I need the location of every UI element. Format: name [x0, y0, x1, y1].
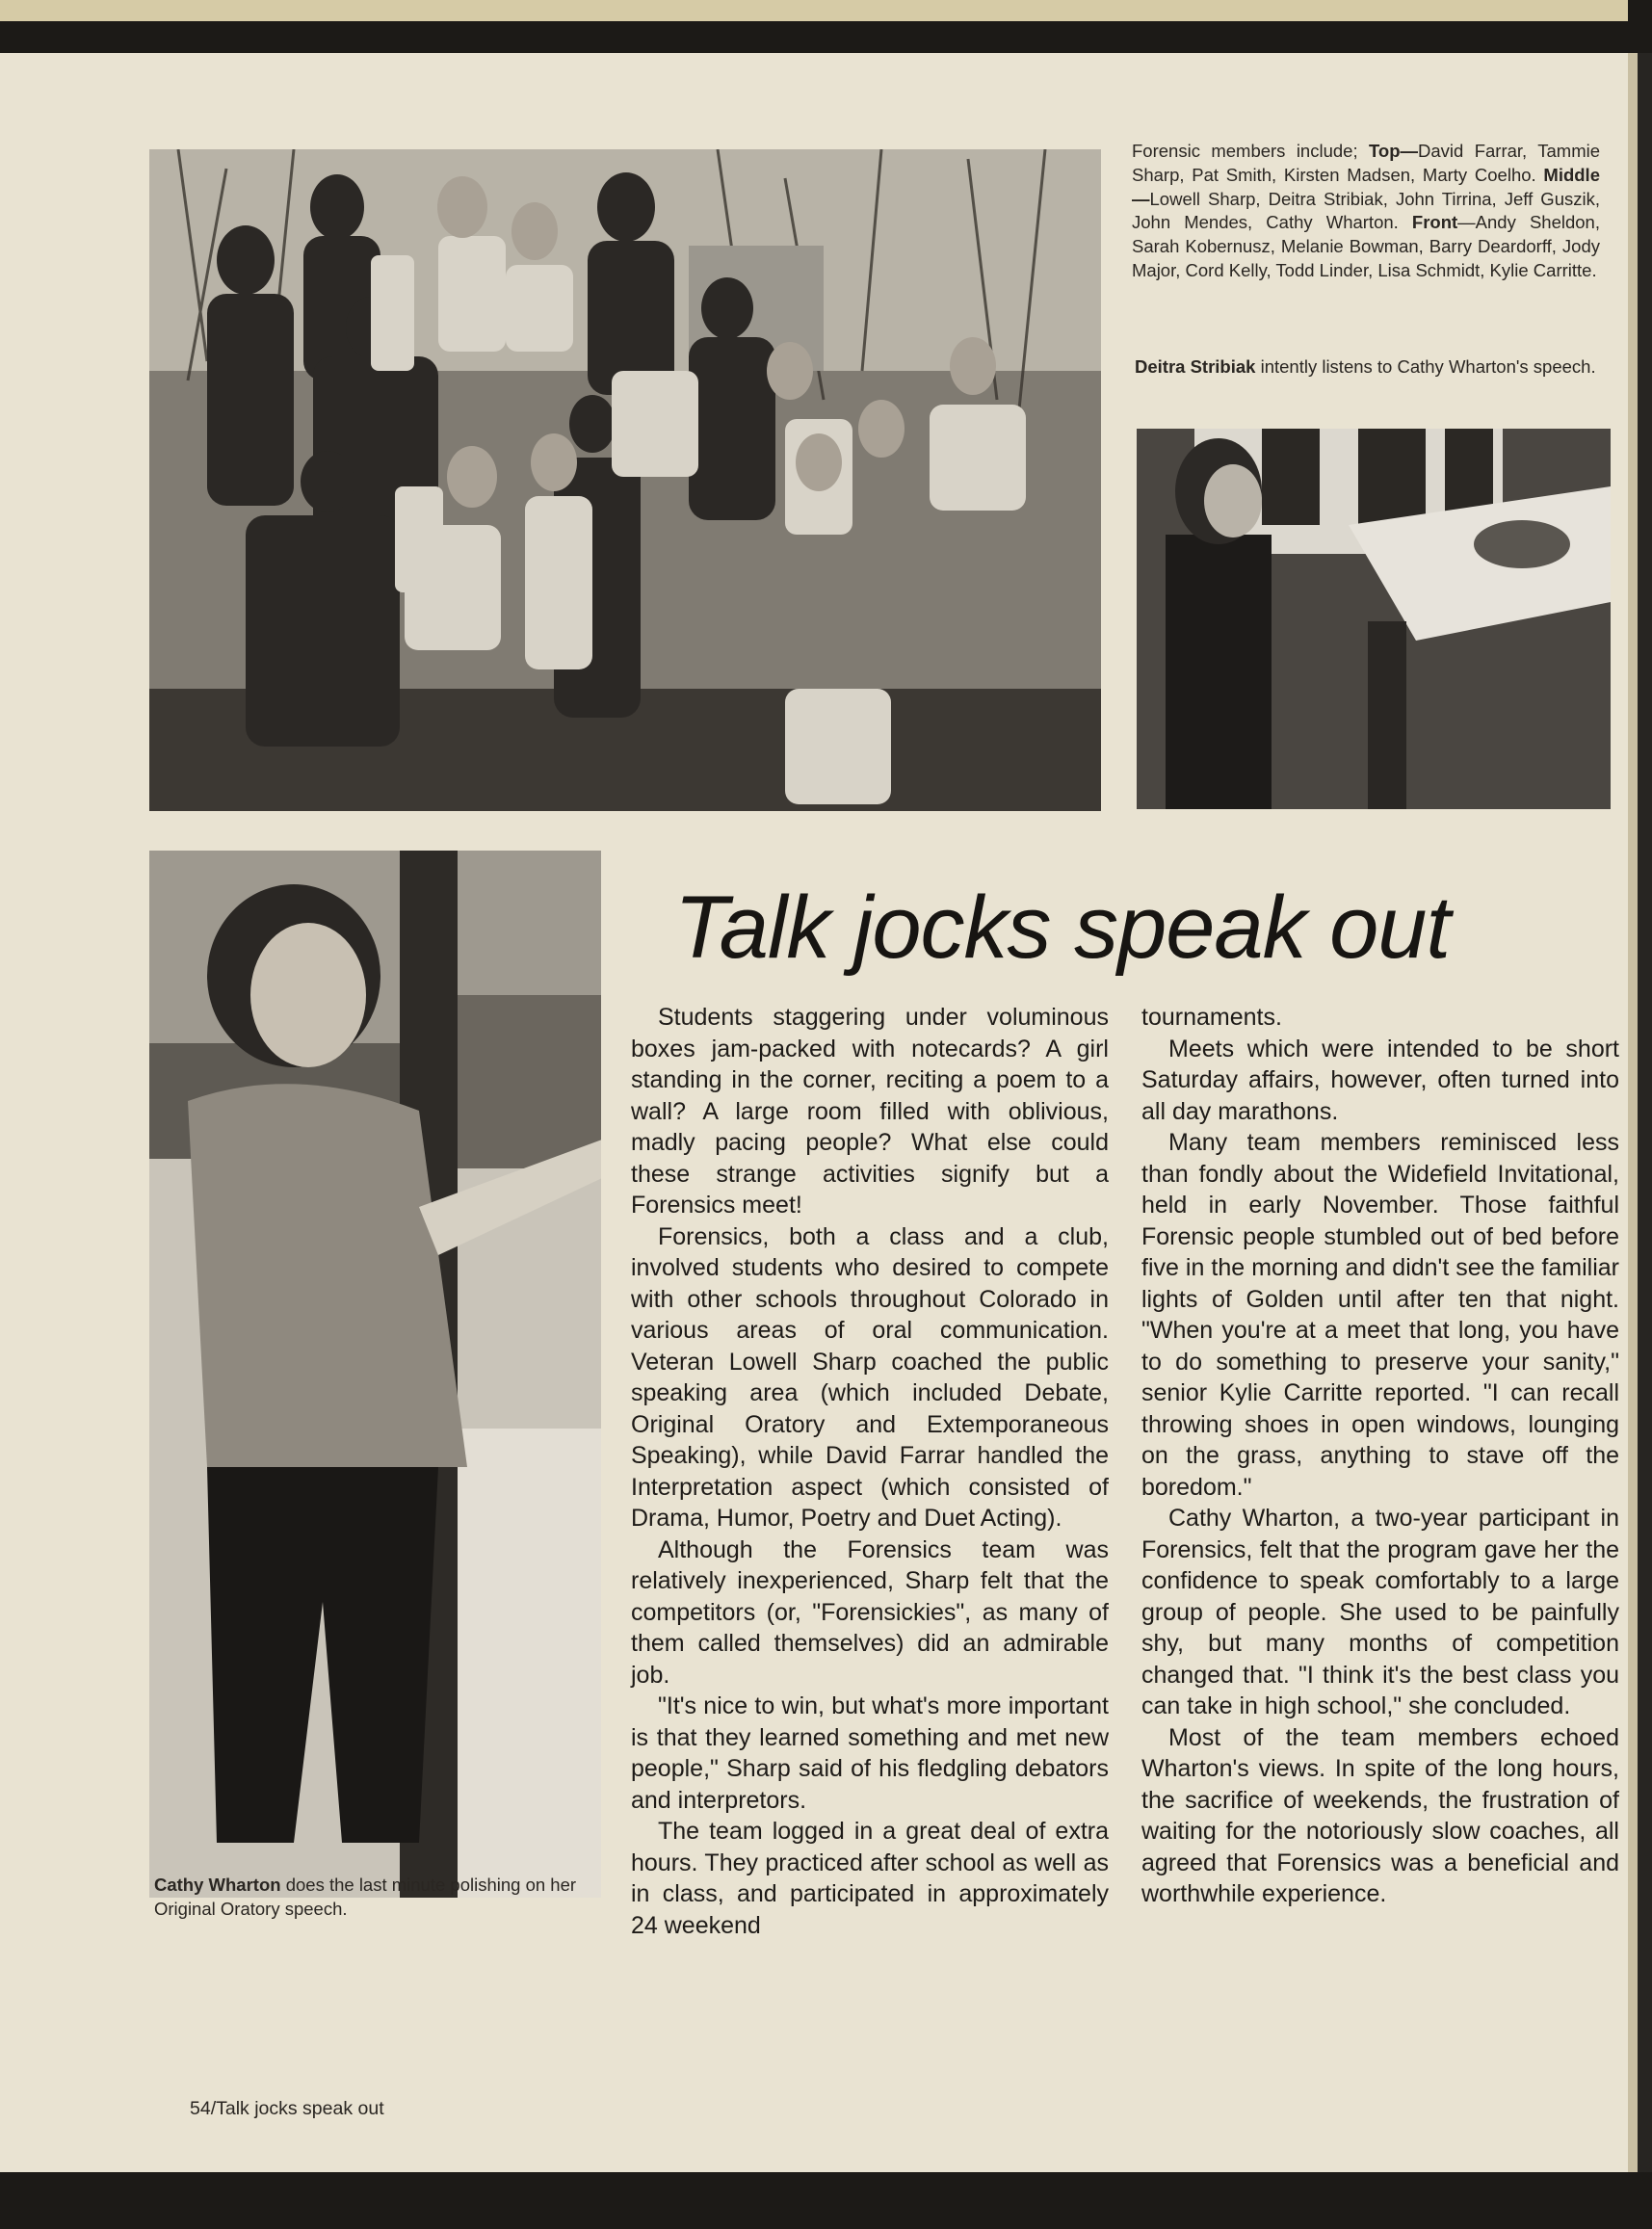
group-caption-front-names: —Andy Sheldon, Sarah Kobernusz, Melanie Bowman, Barry Deardorff, Jody Major, Cord Kelly, Todd Linder, Lisa Schmidt, Kylie Carritte. — [1132, 212, 1600, 280]
deitra-photo-caption — [1135, 355, 1599, 380]
group-caption-middle-label: Middle— — [1132, 164, 1600, 209]
group-caption-front-label: Front — [1411, 212, 1458, 233]
cathy-caption-name: Cathy Wharton — [154, 1875, 281, 1895]
group-caption-middle-names: Lowell Sharp, Deitra Stribiak, John Tirrina, Jeff Guszik, John Mendes, Cathy Wharton. — [1132, 188, 1600, 233]
page-folio: 54/Talk jocks speak out — [190, 2098, 384, 2119]
facing-page-edge — [1638, 53, 1652, 2172]
group-caption-top-label: Top— — [1368, 141, 1419, 161]
article-paragraph: Meets which were intended to be short Saturday affairs, however, often turned into all day marathons. — [1141, 1035, 1619, 1125]
cathy-photo — [149, 851, 601, 1898]
deitra-caption-text: intently listens to Cathy Wharton's speech. — [1255, 356, 1596, 377]
group-photo — [149, 149, 1101, 811]
group-photo-caption — [1132, 140, 1600, 283]
article-paragraph: The team logged in a great deal of extra hours. They practiced after school as well as in class, and participated in approximately 24 weekend — [631, 1818, 1109, 1939]
article-paragraph: Forensics, both a class and a club, involved students who desired to compete with other schools throughout Colorado in various areas of oral communication. Veteran Lowell Sharp coached the public speaking area (which included Debate, Original Oratory and Extemporaneous Speaking), while David Farrar handled the Interpretation aspect (which consisted of Drama, Humor, Poetry and Duet Acting). — [631, 1222, 1109, 1532]
article-paragraph: Students staggering under voluminous boxes jam-packed with notecards? A girl standing in the corner, reciting a poem to a wall? A large room filled with oblivious, madly pacing people? What else could these strange activities signify but a Forensics meet! — [631, 1004, 1109, 1219]
article-paragraph: "It's nice to win, but what's more important is that they learned something and met new people," Sharp said of his fledgling debators and interpretors. — [631, 1692, 1109, 1814]
article-paragraph: Most of the team members echoed Wharton's views. In spite of the long hours, the sacrifice of weekends, the frustration of waiting for the notoriously slow coaches, all agreed that Forensics was a beneficial and worthwhile experience. — [1141, 1723, 1619, 1907]
article-paragraph: tournaments. — [1141, 1004, 1282, 1031]
group-caption-top-names: David Farrar, Tammie Sharp, Pat Smith, Kirsten Madsen, Marty Coelho. — [1132, 141, 1600, 185]
article-column-1 — [631, 1002, 1109, 1941]
deitra-caption-name: Deitra Stribiak — [1135, 356, 1256, 377]
page-top-edge — [0, 0, 1628, 21]
article-paragraph: Although the Forensics team was relatively inexperienced, Sharp felt that the competitors (or, "Forensickies", as many of them called themselves) did an admirable job. — [631, 1535, 1109, 1689]
group-caption-intro: Forensic members include; — [1132, 141, 1369, 161]
cathy-caption-text: does the last minute polishing on her Original Oratory speech. — [154, 1875, 577, 1919]
cathy-photo-caption — [154, 1874, 597, 1922]
article-paragraph: Many team members reminisced less than fondly about the Widefield Invitational, held in early November. Those faithful Forensic people stumbled out of bed before five in the morning and didn't see the familiar lights of Golden until after ten that night. "When you're at a meet that long, you have to do something to preserve your sanity," senior Kylie Carritte reported. "I can recall throwing shoes in open windows, lounging on the grass, anything to stave off the boredom." — [1141, 1129, 1619, 1501]
article-headline: Talk jocks speak out — [674, 878, 1451, 977]
article-paragraph: Cathy Wharton, a two-year participant in Forensics, felt that the program gave her the confidence to speak comfortably to a large group of people. She used to be painfully shy, but many months of competition changed that. "I think it's the best class you can take in high school," she concluded. — [1141, 1505, 1619, 1719]
article-column-2 — [1141, 1002, 1619, 1910]
yearbook-page — [0, 53, 1628, 2172]
deitra-photo — [1137, 429, 1611, 809]
